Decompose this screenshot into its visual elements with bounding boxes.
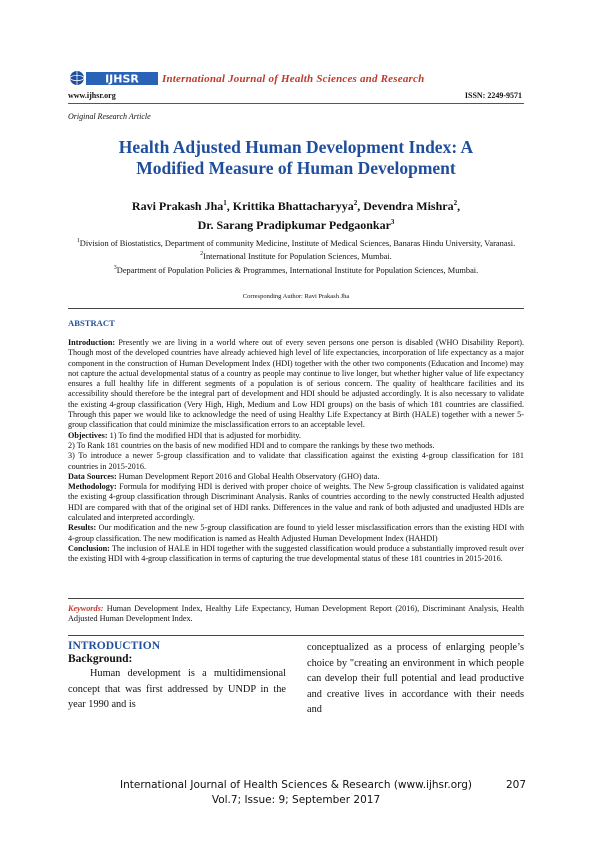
affiliation-2: $^2$International Institute for Population Sciences, Mumbai. [200,251,392,262]
body-column-right [307,640,524,718]
paper-title [68,137,524,179]
journal-name: International Journal of Health Sciences and Research [162,73,425,85]
issn: ISSN: 2249-9571 [464,91,522,100]
introduction-heading: INTRODUCTION [68,640,161,652]
journal-website[interactable]: www.ijhsr.org [68,91,116,100]
abstract-objective-3: 3) To introduce a newer 5-group classification and to validate that classification against the existing 4-group classification for 181 countries in 2015-2016. [68,451,524,471]
corresponding-author: Corresponding Author: Ravi Prakash Jha [242,293,350,300]
abstract-objective-2: 2) To Rank 181 countries on the basis of new modified HDI and to compare the rankings by these two methods. [68,440,435,450]
abstract-top-divider [68,308,524,309]
affiliation-1: $^1$Division of Biostatistics, Department of community Medicine, Institute of Medical Sciences, Banaras Hindu University, Varanasi. [76,238,516,248]
keywords-top-divider [68,598,524,599]
footer-issue: Vol.7; Issue: 9; September 2017 [211,794,381,806]
abstract-methodology: Methodology: Formula for modifying HDI is derived with proper choice of weights. The New 5-group classification is validated against the existing 4-group classification through Discriminant Analysis. Ranks of countries according to the newly constructed Health adjusted HDI are compared with that of the original set of HDI ranks. Differences in the value and rank of both adjusted and unadjusted HDIs are calculated and interpreted accordingly. [68,482,524,523]
footer-journal: International Journal of Health Sciences & Research (www.ijhsr.org) [120,779,473,791]
author-3-sup: 2 [453,199,458,207]
header-divider [68,103,524,104]
author-4-sup: 3 [390,218,395,226]
author-3: Devendra Mishra [363,199,454,213]
title-line-2: Modified Measure of Human Development [136,158,456,178]
abstract-objectives: Objectives: 1) To find the modified HDI that is adjusted for morbidity. [68,430,301,440]
body-paragraph-right: conceptualized as a process of enlarging people’s choice by "creating an environment in which people can develop their full potential and lead productive and creative lives in accordance with their needs and [307,642,524,715]
abstract-body [68,338,524,565]
body-paragraph-left: Human development is a multidimensional concept that was first addressed by UNDP in the year 1990 and is [68,668,286,710]
background-heading: Background: [68,653,133,665]
author-2-sup: 2 [353,199,358,207]
journal-logo [68,69,158,87]
abstract-results: Results: Our modification and the new 5-group classification are found to yield lesser misclassification errors than the existing HDI with 4-group classification. The new modification is named as Health Adjusted Human Development Index (HAHDI) [68,523,524,543]
abstract-conclusion: Conclusion: The inclusion of HALE in HDI together with the suggested classification would produce a substantially improved result over the existing HDI with 4-group classification in terms of capturing the true developmental status of these 181 countries in 2015-2016. [68,543,524,564]
body-column-left [68,640,286,713]
affiliation-3: $^3$Department of Population Policies & Programmes, International Institute for Population Sciences, Mumbai. [113,264,479,275]
title-line-1: Health Adjusted Human Development Index: A [118,137,474,157]
page-number: 207 [506,779,527,791]
abstract-data-sources: Data Sources: Human Development Report 2016 and Global Health Observatory (GHO) data. [68,471,380,481]
abstract-introduction: Introduction: Presently we are living in a world where out of every seven persons one person is disabled (WHO Disability Report). Though most of the developed countries have already achieved high level of life expectancies, incorporation of life expectancy as a major component in the construction of Human Development Index (HDI) together with the other two components (Education and Income) may not capture the actual developmental status of a country as people may continue to live longer, but whether higher value of life expectancy ensures a full healthy life in different segments of a population is of serious concern. The quality of healthcare facilities and its accessibility should therefore be the integral part of development and HDI should be adjusted accordingly. It is also necessary to validate the existing 4-group classification (Very High, High, Medium and Low HDI groups) on the basis of which 181 countries are classified. Through this paper we would like to acknowledge the need of using Healthy Life Expectancy at Birth (HALE) together with a newer 5-group classification that could minimize the misclassification errors to an acceptable level. [68,338,524,430]
keywords [68,604,524,625]
keywords-label: Keywords: [68,604,104,613]
author-4: Dr. Sarang Pradipkumar Pedgaonkar [197,218,391,232]
abstract-heading: ABSTRACT [68,318,115,328]
keywords-bottom-divider [68,635,524,636]
keywords-text: Human Development Index, Healthy Life Expectancy, Human Development Report (2016), Discriminant Analysis, Health Adjusted Human Development Index. [68,604,524,624]
author-2: Krittika Bhattacharyya [232,199,354,213]
logo-text: IJHSR [105,72,139,86]
author-1-sup: 1 [223,199,227,207]
author-1: Ravi Prakash Jha [131,199,224,213]
article-type: Original Research Article [68,112,151,121]
affiliations [75,236,517,276]
author-list: Ravi Prakash Jha$^1$, Krittika Bhattacharyya$^2$, Devendra Mishra$^2$, Dr. Sarang Pradipkumar Pedgaonkar$^3$ [131,199,461,232]
